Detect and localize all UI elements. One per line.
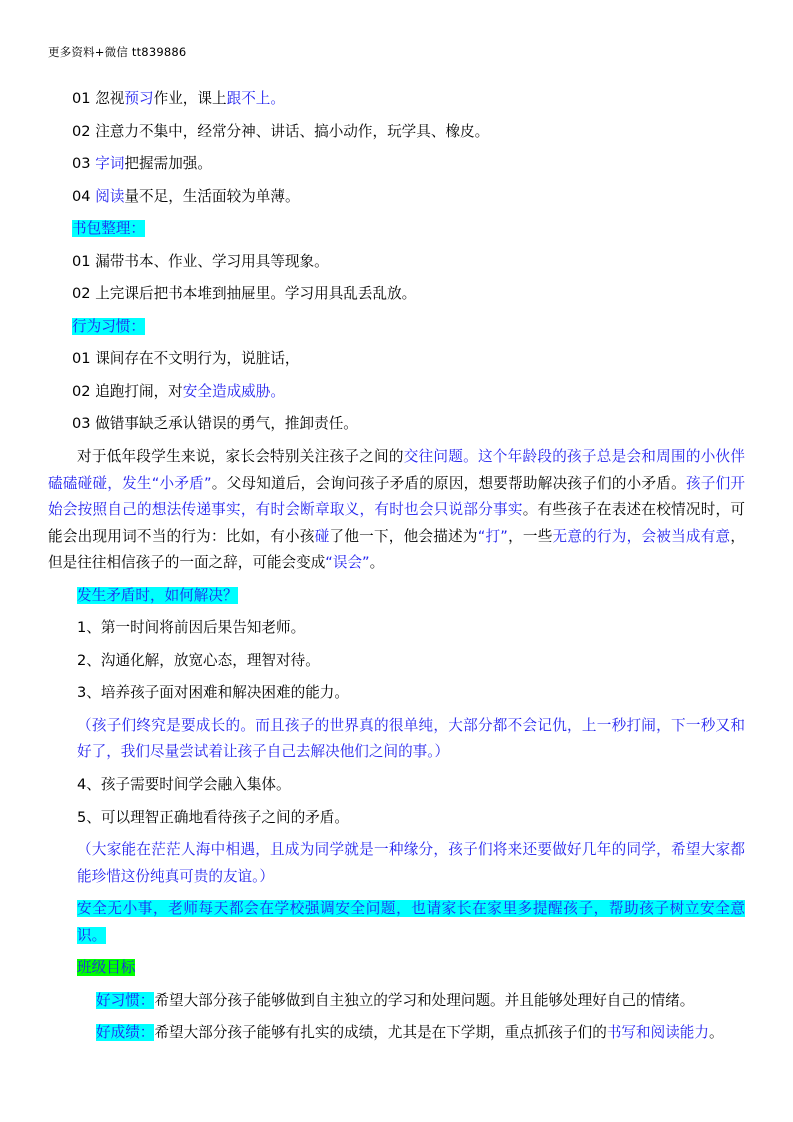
text-run: 01 漏带书本、作业、学习用具等现象。 <box>72 252 329 270</box>
text-run: 字词 <box>95 155 125 173</box>
paragraph <box>48 216 745 243</box>
text-run: 希望大部分孩子能够有扎实的成绩，尤其是在下学期，重点抓孩子们的 <box>154 1024 607 1042</box>
text-run: 书包整理： <box>72 220 145 238</box>
text-run: 安全造成威胁 <box>182 382 271 400</box>
text-run: 班级目标 <box>77 959 136 977</box>
text-run: 无意的行为，会被 <box>552 527 672 545</box>
text-run: 了他一下，他会描述为 <box>329 527 478 545</box>
text-run: 作业，课上 <box>153 90 227 107</box>
text-run: 预习 <box>124 90 154 107</box>
text-run: 。有些孩子在表述在校情况时，可能会出现用词不当的行为：比如，有小孩 <box>48 501 745 545</box>
text-run: 01 忽视 <box>72 90 125 107</box>
text-run: ，但是往往相信孩子的一面之辞，可能会变成 <box>48 527 745 572</box>
paragraph <box>48 805 745 832</box>
text-run: ，一些 <box>507 527 553 545</box>
text-run: 2、沟通化解，放宽心态，理智对待。 <box>77 651 320 669</box>
document-body <box>48 86 745 1047</box>
text-run: 跟不上 <box>226 90 271 107</box>
text-run: 量不足，生活面较为单薄。 <box>124 187 300 205</box>
text-run: 好习惯： <box>96 991 155 1009</box>
text-run: 3、培养孩子面对困难和解决困难的能力。 <box>77 684 349 702</box>
text-run: 。 <box>369 554 385 572</box>
text-run: 交往问题。这个年龄段的孩子总是会和周围的小伙伴磕磕碰碰，发生“小矛盾” <box>48 448 745 492</box>
text-run: 1、第一时间将前因后果告知老师。 <box>77 619 306 637</box>
text-run: 。 <box>270 382 285 400</box>
text-run: 。 <box>708 1024 724 1042</box>
paragraph <box>48 1020 745 1047</box>
text-run: 好成绩： <box>96 1024 155 1042</box>
text-run: 行为习惯： <box>72 317 145 335</box>
text-run: 02 注意力不集中，经常分神、讲话、搞小动作，玩学具、橡皮。 <box>72 122 490 140</box>
paragraph <box>48 184 745 211</box>
text-run: 把握需加强。 <box>124 155 212 173</box>
paragraph <box>48 281 745 308</box>
text-run: 02 追跑打闹，对 <box>72 382 183 400</box>
paragraph <box>48 837 745 890</box>
text-run: 。父母知道后，会询问孩子矛盾的原因，想要帮助解决孩子们的小矛盾。 <box>211 474 686 492</box>
paragraph <box>48 151 745 178</box>
text-run: （大家能在茫茫人海中相遇，且成为同学就是一种缘分，孩子们将来还要做好几年的同学，希望大家都能珍惜这份纯真可贵的友谊。） <box>77 841 745 885</box>
text-run: 当成有意 <box>671 527 731 545</box>
text-run: “打” <box>477 527 508 545</box>
paragraph <box>48 314 745 341</box>
paragraph <box>48 896 745 949</box>
paragraph <box>48 249 745 276</box>
text-run: 阅读 <box>95 187 125 205</box>
text-run: 02 上完课后把书本堆到抽屉里。学习用具乱丢乱放。 <box>72 285 417 303</box>
paragraph <box>48 615 745 642</box>
text-run: 书写和阅读能力 <box>606 1024 709 1042</box>
text-run: 对于低年段学生来说，家长会特别关注孩子之间的 <box>77 448 404 466</box>
paragraph <box>48 648 745 675</box>
paragraph <box>48 988 745 1015</box>
paragraph <box>48 346 745 373</box>
text-run: 03 <box>72 155 96 173</box>
paragraph <box>48 444 745 577</box>
paragraph <box>48 119 745 146</box>
paragraph <box>48 772 745 799</box>
text-run: 4、孩子需要时间学会融入集体。 <box>77 776 291 794</box>
text-run: （孩子们终究是要成长的。而且孩子的世界真的很单纯，大部分都不会记仇，上一秒打闹，下一秒又和好了，我们尽量尝试着让孩子自己去解决他们之间的事。） <box>77 716 745 761</box>
text-run: 04 <box>72 187 96 205</box>
paragraph <box>48 411 745 438</box>
paragraph <box>48 379 745 406</box>
paragraph <box>48 713 745 766</box>
text-run: 03 做错事缺乏承认错误的勇气，推卸责任。 <box>72 415 358 433</box>
text-run: “误会” <box>325 554 370 572</box>
paragraph <box>48 680 745 707</box>
paragraph <box>48 583 745 610</box>
paragraph <box>48 955 745 982</box>
paragraph <box>48 86 745 113</box>
watermark-text: 更多资料+微信 tt839886 <box>48 45 187 59</box>
text-run: 孩子们开始会按照自己的想法传递事实，有时会断章取义，有时也会只说部分事实 <box>48 474 745 519</box>
text-run: 。 <box>270 90 285 107</box>
text-run: 01 课间存在不文明行为，说脏话， <box>72 350 300 368</box>
text-run: 5、可以理智正确地看待孩子之间的矛盾。 <box>77 808 349 826</box>
text-run: 希望大部分孩子能够做到自主独立的学习和处理问题。并且能够处理好自己的情绪。 <box>154 991 695 1009</box>
text-run: 碰 <box>314 527 330 545</box>
text-run: 安全无小事，老师每天都会在学校强调安全问题，也请家长在家里多提醒孩子，帮助孩子树立安全意识。 <box>77 900 745 944</box>
text-run: 发生矛盾时，如何解决？ <box>77 586 238 604</box>
